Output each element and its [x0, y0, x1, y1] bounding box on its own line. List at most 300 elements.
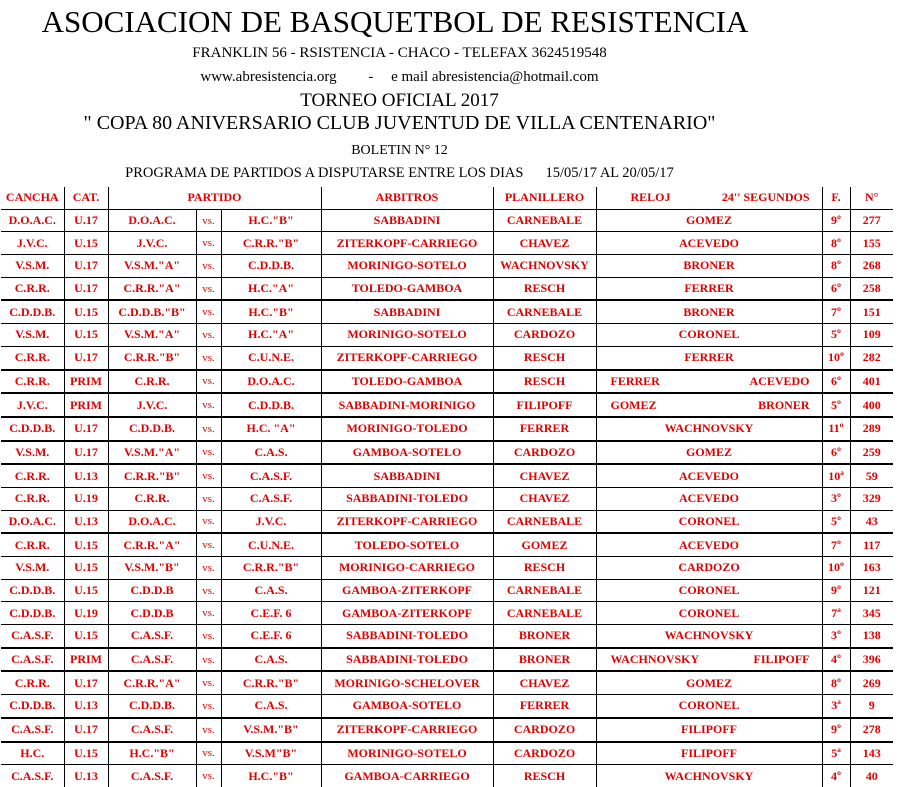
official-name: CORONEL — [678, 327, 740, 342]
table-officials-cell — [596, 557, 822, 580]
round-cell: 9º — [822, 579, 850, 602]
round-cell: 10ª — [822, 464, 850, 487]
program-text: PROGRAMA DE PARTIDOS A DISPUTARSE ENTRE LOS DIAS — [125, 165, 524, 181]
cancha-cell: C.R.R. — [1, 346, 64, 369]
official-name: ACEVEDO — [678, 491, 739, 506]
home-team-cell: C.R.R."A" — [108, 533, 196, 556]
col-fecha: F. — [822, 187, 850, 209]
cancha-cell: J.V.C. — [1, 232, 64, 255]
date-from: 15/05/17 — [545, 165, 597, 181]
away-team-cell: C.E.F. 6 — [221, 625, 321, 648]
table-officials-cell — [596, 718, 822, 742]
table-row — [1, 510, 893, 533]
home-team-cell: C.R.R. — [108, 370, 196, 394]
cancha-cell: C.R.R. — [1, 370, 64, 394]
cancha-cell: C.D.D.B. — [1, 602, 64, 625]
cancha-cell: V.S.M. — [1, 324, 64, 347]
versus-cell: vs. — [196, 255, 221, 278]
official-name: WACHNOVSKY — [664, 628, 754, 643]
table-row — [1, 417, 893, 441]
referees-cell: SABBADINI-TOLEDO — [321, 487, 493, 510]
table-row — [1, 671, 893, 694]
cancha-cell: V.S.M. — [1, 255, 64, 278]
official-name: FERRER — [684, 350, 734, 365]
cancha-cell: C.D.D.B. — [1, 579, 64, 602]
cancha-cell: C.R.R. — [1, 671, 64, 694]
round-cell: 5º — [822, 510, 850, 533]
away-team-cell: C.U.N.E. — [221, 533, 321, 556]
match-number-cell: 258 — [850, 277, 893, 300]
home-team-cell: C.R.R."B" — [108, 464, 196, 487]
scorer-cell: CARNEBALE — [493, 300, 596, 323]
official-name: ACEVEDO — [678, 537, 739, 552]
col-cat: CAT. — [64, 187, 108, 209]
round-cell: 6º — [822, 370, 850, 394]
versus-cell: vs. — [196, 648, 221, 672]
scorer-cell: FILIPOFF — [493, 393, 596, 417]
col-numero: N° — [865, 190, 879, 205]
table-row — [1, 742, 893, 765]
website-link[interactable]: www.abresistencia.org — [200, 69, 337, 85]
round-cell: 4º — [822, 648, 850, 672]
referees-cell: MORINIGO-SCHELOVER — [321, 671, 493, 694]
away-team-cell: V.S.M"B" — [221, 742, 321, 765]
referees-cell: ZITERKOPF-CARRIEGO — [321, 346, 493, 369]
scorer-cell: FERRER — [493, 695, 596, 718]
scorer-cell: CARNEBALE — [493, 510, 596, 533]
round-cell: 5ª — [822, 742, 850, 765]
official-name: CORONEL — [678, 513, 740, 528]
col-cancha: CANCHA — [1, 187, 64, 209]
category-cell: U.13 — [64, 510, 108, 533]
clock-official: WACHNOVSKY — [610, 652, 700, 667]
home-team-cell: C.D.D.B. — [108, 417, 196, 441]
scorer-cell: CARNEBALE — [493, 209, 596, 232]
table-officials-cell — [596, 648, 822, 672]
col-mesa — [596, 187, 822, 209]
table-officials-cell — [596, 277, 822, 300]
shot-clock-official: FILIPOFF — [753, 652, 810, 667]
match-number-cell: 43 — [850, 510, 893, 533]
program-dates — [0, 165, 799, 182]
round-cell: 3º — [822, 487, 850, 510]
category-cell: U.17 — [64, 209, 108, 232]
category-cell: U.15 — [64, 579, 108, 602]
home-team-cell: C.A.S.F. — [108, 625, 196, 648]
scorer-cell: FERRER — [493, 417, 596, 441]
scorer-cell: RESCH — [493, 557, 596, 580]
referees-cell: SABBADINI-TOLEDO — [321, 625, 493, 648]
away-team-cell: C.R.R."B" — [221, 557, 321, 580]
cancha-cell: C.A.S.F. — [1, 648, 64, 672]
category-cell: U.19 — [64, 487, 108, 510]
col-partido: PARTIDO — [108, 187, 321, 209]
versus-cell: vs. — [196, 765, 221, 787]
table-row — [1, 557, 893, 580]
versus-cell: vs. — [196, 464, 221, 487]
table-row — [1, 277, 893, 300]
table-officials-cell — [596, 625, 822, 648]
versus-cell: vs. — [196, 671, 221, 694]
away-team-cell: C.E.F. 6 — [221, 602, 321, 625]
tournament-title: TORNEO OFICIAL 2017 — [300, 90, 499, 111]
scorer-cell: CARDOZO — [493, 324, 596, 347]
versus-cell: vs. — [196, 232, 221, 255]
table-row — [1, 487, 893, 510]
versus-cell: vs. — [196, 695, 221, 718]
date-to: 20/05/17 — [622, 165, 674, 181]
home-team-cell: H.C."B" — [108, 742, 196, 765]
home-team-cell: C.D.D.B. — [108, 695, 196, 718]
official-name: CORONEL — [678, 583, 740, 598]
category-cell: U.15 — [64, 232, 108, 255]
table-row — [1, 300, 893, 323]
away-team-cell: C.U.N.E. — [221, 346, 321, 369]
versus-cell: vs. — [196, 441, 221, 465]
cancha-cell: C.A.S.F. — [1, 718, 64, 742]
away-team-cell: H.C."B" — [221, 209, 321, 232]
table-officials-cell — [596, 300, 822, 323]
round-cell: 4º — [822, 765, 850, 787]
category-cell: U.15 — [64, 625, 108, 648]
versus-cell: vs. — [196, 602, 221, 625]
referees-cell: MORINIGO-SOTELO — [321, 324, 493, 347]
table-row — [1, 648, 893, 672]
official-name: FERRER — [684, 281, 734, 296]
round-cell: 3º — [822, 625, 850, 648]
away-team-cell: C.A.S.F. — [221, 487, 321, 510]
table-row — [1, 255, 893, 278]
match-number-cell: 163 — [850, 557, 893, 580]
official-name: GOMEZ — [685, 444, 732, 459]
away-team-cell: J.V.C. — [221, 510, 321, 533]
referees-cell: ZITERKOPF-CARRIEGO — [321, 718, 493, 742]
cancha-cell: C.D.D.B. — [1, 417, 64, 441]
home-team-cell: V.S.M."A" — [108, 324, 196, 347]
official-name: WACHNOVSKY — [664, 421, 754, 436]
away-team-cell: C.A.S. — [221, 648, 321, 672]
table-officials-cell — [596, 579, 822, 602]
table-officials-cell — [596, 533, 822, 556]
address-line: FRANKLIN 56 - RSISTENCIA - CHACO - TELEFAX 3624519548 — [192, 45, 607, 61]
cancha-cell: C.R.R. — [1, 487, 64, 510]
match-number-cell: 59 — [850, 464, 893, 487]
col-reloj: RELOJ — [630, 190, 671, 205]
home-team-cell: C.D.D.B — [108, 602, 196, 625]
category-cell: PRIM — [64, 370, 108, 394]
category-cell: U.17 — [64, 255, 108, 278]
match-number-cell: 109 — [850, 324, 893, 347]
shot-clock-official: BRONER — [758, 397, 810, 412]
email-text: e mail abresistencia@hotmail.com — [391, 69, 599, 85]
category-cell: U.15 — [64, 300, 108, 323]
referees-cell: GAMBOA-SOTELO — [321, 695, 493, 718]
cancha-cell: H.C. — [1, 742, 64, 765]
table-header — [1, 187, 893, 209]
match-number-cell: 277 — [850, 209, 893, 232]
official-name: BRONER — [683, 304, 735, 319]
table-row — [1, 765, 893, 787]
versus-cell: vs. — [196, 393, 221, 417]
match-number-cell: 143 — [850, 742, 893, 765]
scorer-cell: RESCH — [493, 765, 596, 787]
away-team-cell: C.R.R."B" — [221, 232, 321, 255]
away-team-cell: H.C."B" — [221, 300, 321, 323]
referees-cell: ZITERKOPF-CARRIEGO — [321, 232, 493, 255]
home-team-cell: J.V.C. — [108, 232, 196, 255]
match-number-cell: 269 — [850, 671, 893, 694]
versus-cell: vs. — [196, 718, 221, 742]
versus-cell: vs. — [196, 209, 221, 232]
scorer-cell: CHAVEZ — [493, 487, 596, 510]
referees-cell: MORINIGO-TOLEDO — [321, 417, 493, 441]
scorer-cell: CARDOZO — [493, 718, 596, 742]
away-team-cell: C.A.S.F. — [221, 464, 321, 487]
versus-cell: vs. — [196, 370, 221, 394]
versus-cell: vs. — [196, 346, 221, 369]
table-row — [1, 579, 893, 602]
table-officials-cell — [596, 695, 822, 718]
round-cell: 6º — [822, 441, 850, 465]
date-separator: AL — [599, 165, 619, 181]
away-team-cell: V.S.M."B" — [221, 718, 321, 742]
cancha-cell: V.S.M. — [1, 441, 64, 465]
category-cell: U.15 — [64, 557, 108, 580]
away-team-cell: C.R.R."B" — [221, 671, 321, 694]
bulletin-number: BOLETIN N° 12 — [351, 143, 448, 158]
home-team-cell: V.S.M."A" — [108, 441, 196, 465]
referees-cell: ZITERKOPF-CARRIEGO — [321, 510, 493, 533]
versus-cell: vs. — [196, 533, 221, 556]
match-number-cell: 329 — [850, 487, 893, 510]
scorer-cell: BRONER — [493, 648, 596, 672]
match-number-cell: 138 — [850, 625, 893, 648]
table-officials-cell — [596, 765, 822, 787]
home-team-cell: C.D.D.B."B" — [108, 300, 196, 323]
referees-cell: SABBADINI — [321, 300, 493, 323]
official-name: GOMEZ — [685, 675, 732, 690]
home-team-cell: V.S.M."A" — [108, 255, 196, 278]
round-cell: 8º — [822, 671, 850, 694]
match-number-cell: 289 — [850, 417, 893, 441]
cancha-cell: V.S.M. — [1, 557, 64, 580]
away-team-cell: C.A.S. — [221, 695, 321, 718]
round-cell: 9º — [822, 209, 850, 232]
official-name: ACEVEDO — [678, 235, 739, 250]
cancha-cell: J.V.C. — [1, 393, 64, 417]
table-officials-cell — [596, 324, 822, 347]
cancha-cell: D.O.A.C. — [1, 510, 64, 533]
official-name: ACEVEDO — [678, 468, 739, 483]
official-name: CORONEL — [678, 605, 740, 620]
table-officials-cell — [596, 510, 822, 533]
round-cell: 5º — [822, 324, 850, 347]
table-row — [1, 625, 893, 648]
referees-cell: SABBADINI-TOLEDO — [321, 648, 493, 672]
home-team-cell: J.V.C. — [108, 393, 196, 417]
table-officials-cell — [596, 346, 822, 369]
table-officials-cell — [596, 255, 822, 278]
category-cell: U.13 — [64, 765, 108, 787]
match-number-cell: 278 — [850, 718, 893, 742]
round-cell: 7º — [822, 300, 850, 323]
home-team-cell: C.D.D.B — [108, 579, 196, 602]
round-cell: 8º — [822, 232, 850, 255]
table-officials-cell — [596, 209, 822, 232]
away-team-cell: C.A.S. — [221, 579, 321, 602]
scorer-cell: GOMEZ — [493, 533, 596, 556]
clock-official: FERRER — [610, 373, 660, 388]
category-cell: U.17 — [64, 417, 108, 441]
category-cell: U.15 — [64, 533, 108, 556]
table-row — [1, 324, 893, 347]
away-team-cell: H.C."A" — [221, 277, 321, 300]
table-officials-cell — [596, 441, 822, 465]
match-number-cell: 151 — [850, 300, 893, 323]
cancha-cell: C.D.D.B. — [1, 695, 64, 718]
round-cell: 11º — [822, 417, 850, 441]
category-cell: U.17 — [64, 718, 108, 742]
scorer-cell: CHAVEZ — [493, 671, 596, 694]
away-team-cell: H.C."A" — [221, 324, 321, 347]
scorer-cell: RESCH — [493, 370, 596, 394]
versus-cell: vs. — [196, 300, 221, 323]
round-cell: 7º — [822, 533, 850, 556]
category-cell: U.17 — [64, 346, 108, 369]
category-cell: U.13 — [64, 464, 108, 487]
cancha-cell: C.R.R. — [1, 533, 64, 556]
referees-cell: SABBADINI — [321, 209, 493, 232]
category-cell: U.13 — [64, 695, 108, 718]
table-officials-cell — [596, 742, 822, 765]
shot-clock-official: ACEVEDO — [749, 373, 810, 388]
versus-cell: vs. — [196, 417, 221, 441]
cup-title: " COPA 80 ANIVERSARIO CLUB JUVENTUD DE VILLA CENTENARIO" — [83, 112, 716, 134]
round-cell: 7ª — [822, 602, 850, 625]
table-officials-cell — [596, 417, 822, 441]
table-row — [1, 695, 893, 718]
category-cell: U.17 — [64, 671, 108, 694]
scorer-cell: CHAVEZ — [493, 464, 596, 487]
match-number-cell: 282 — [850, 346, 893, 369]
versus-cell: vs. — [196, 579, 221, 602]
match-number-cell: 9 — [850, 695, 893, 718]
referees-cell: TOLEDO-GAMBOA — [321, 370, 493, 394]
schedule-table — [1, 187, 893, 787]
table-officials-cell — [596, 487, 822, 510]
match-number-cell: 345 — [850, 602, 893, 625]
referees-cell: TOLEDO-SOTELO — [321, 533, 493, 556]
match-number-cell: 259 — [850, 441, 893, 465]
scorer-cell: RESCH — [493, 277, 596, 300]
table-officials-cell — [596, 232, 822, 255]
cancha-cell: C.D.D.B. — [1, 300, 64, 323]
table-officials-cell — [596, 370, 822, 394]
table-row — [1, 441, 893, 465]
match-number-cell: 400 — [850, 393, 893, 417]
table-officials-cell — [596, 602, 822, 625]
category-cell: U.17 — [64, 277, 108, 300]
home-team-cell: C.R.R."A" — [108, 671, 196, 694]
official-name: CARDOZO — [678, 560, 740, 575]
round-cell: 6º — [822, 277, 850, 300]
table-row — [1, 533, 893, 556]
category-cell: U.15 — [64, 324, 108, 347]
referees-cell: SABBADINI — [321, 464, 493, 487]
home-team-cell: C.A.S.F. — [108, 648, 196, 672]
versus-cell: vs. — [196, 742, 221, 765]
referees-cell: GAMBOA-CARRIEGO — [321, 765, 493, 787]
versus-cell: vs. — [196, 557, 221, 580]
versus-cell: vs. — [196, 487, 221, 510]
versus-cell: vs. — [196, 324, 221, 347]
table-row — [1, 602, 893, 625]
scorer-cell: CARDOZO — [493, 441, 596, 465]
table-row — [1, 464, 893, 487]
page-title: ASOCIACION DE BASQUETBOL DE RESISTENCIA — [41, 4, 749, 39]
official-name: FILIPOFF — [681, 722, 737, 737]
col-arbitros: ARBITROS — [321, 187, 493, 209]
col-segundos: 24'' SEGUNDOS — [721, 190, 810, 205]
scorer-cell: WACHNOVSKY — [493, 255, 596, 278]
table-row — [1, 718, 893, 742]
category-cell: PRIM — [64, 648, 108, 672]
table-row — [1, 232, 893, 255]
match-number-cell: 121 — [850, 579, 893, 602]
referees-cell: GAMBOA-ZITERKOPF — [321, 602, 493, 625]
clock-official: GOMEZ — [610, 397, 657, 412]
away-team-cell: H.C."B" — [221, 765, 321, 787]
versus-cell: vs. — [196, 277, 221, 300]
referees-cell: GAMBOA-SOTELO — [321, 441, 493, 465]
category-cell: U.15 — [64, 742, 108, 765]
scorer-cell: CARNEBALE — [493, 579, 596, 602]
referees-cell: MORINIGO-CARRIEGO — [321, 557, 493, 580]
scorer-cell: CARDOZO — [493, 742, 596, 765]
official-name: BRONER — [683, 258, 735, 273]
contact-line: www.abresistencia.org - e mail abresistencia@hotmail.com — [200, 69, 599, 85]
versus-cell: vs. — [196, 625, 221, 648]
official-name: GOMEZ — [685, 213, 732, 228]
cancha-cell: C.R.R. — [1, 277, 64, 300]
round-cell: 9º — [822, 718, 850, 742]
cancha-cell: D.O.A.C. — [1, 209, 64, 232]
scorer-cell: RESCH — [493, 346, 596, 369]
table-officials-cell — [596, 671, 822, 694]
home-team-cell: C.A.S.F. — [108, 765, 196, 787]
cancha-cell: C.A.S.F. — [1, 625, 64, 648]
match-number-cell: 40 — [850, 765, 893, 787]
match-number-cell: 117 — [850, 533, 893, 556]
away-team-cell: D.O.A.C. — [221, 370, 321, 394]
round-cell: 8º — [822, 255, 850, 278]
round-cell: 3ª — [822, 695, 850, 718]
table-officials-cell — [596, 464, 822, 487]
home-team-cell: V.S.M."B" — [108, 557, 196, 580]
official-name: FILIPOFF — [681, 745, 737, 760]
home-team-cell: C.A.S.F. — [108, 718, 196, 742]
away-team-cell: C.D.D.B. — [221, 393, 321, 417]
category-cell: U.19 — [64, 602, 108, 625]
scorer-cell: CARNEBALE — [493, 602, 596, 625]
home-team-cell: C.R.R."A" — [108, 277, 196, 300]
table-officials-cell — [596, 393, 822, 417]
scorer-cell: CHAVEZ — [493, 232, 596, 255]
away-team-cell: C.D.D.B. — [221, 255, 321, 278]
match-number-cell: 155 — [850, 232, 893, 255]
away-team-cell: H.C. "A" — [221, 417, 321, 441]
referees-cell: MORINIGO-SOTELO — [321, 255, 493, 278]
